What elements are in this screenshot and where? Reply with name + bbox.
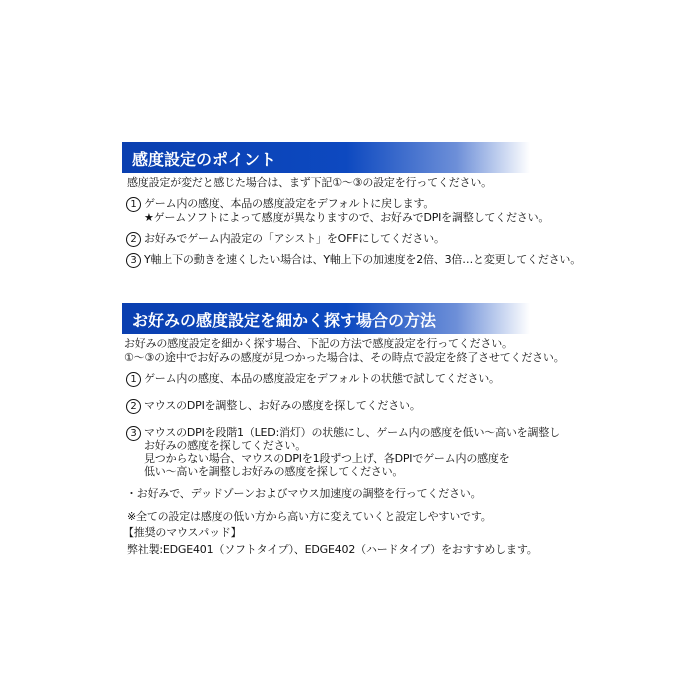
section2-item3-line2: お好みの感度を探してください。 bbox=[144, 439, 306, 452]
section1-item1-line1: ゲーム内の感度、本品の感度設定をデフォルトに戻します。 bbox=[144, 197, 435, 210]
section1-item1-line2: ★ゲームソフトによって感度が異なりますので、お好みでDPIを調整してください。 bbox=[144, 211, 550, 224]
recommend-text: 弊社製:EDGE401（ソフトタイプ）、EDGE402（ハードタイプ）をおすすめします。 bbox=[127, 543, 538, 556]
section1-item2-line1: お好みでゲーム内設定の「アシスト」をOFFにしてください。 bbox=[144, 232, 445, 245]
section2-heading-bar bbox=[122, 303, 530, 334]
item-number-3: 3 bbox=[126, 253, 141, 268]
section2-item2-line1: マウスのDPIを調整し、お好みの感度を探してください。 bbox=[144, 399, 421, 412]
item-number-2: 2 bbox=[126, 399, 141, 414]
section2-intro-line1: お好みの感度設定を細かく探す場合、下記の方法で感度設定を行ってください。 bbox=[124, 337, 513, 350]
section2-item3-line4: 低い～高いを調整しお好みの感度を探してください。 bbox=[144, 465, 404, 478]
section1-heading: 感度設定のポイント bbox=[132, 150, 277, 169]
section2-intro-line2: ①～③の途中でお好みの感度が見つかった場合は、その時点で設定を終了させてください。 bbox=[124, 351, 565, 364]
section2-item3-line3: 見つからない場合、マウスのDPIを1段ずつ上げ、各DPIでゲーム内の感度を bbox=[144, 452, 510, 465]
section2-item1-line1: ゲーム内の感度、本品の感度設定をデフォルトの状態で試してください。 bbox=[144, 372, 500, 385]
section2-heading: お好みの感度設定を細かく探す場合の方法 bbox=[132, 311, 437, 330]
section2-item3-line1: マウスのDPIを段階1（LED:消灯）の状態にし、ゲーム内の感度を低い～高いを調整し bbox=[144, 426, 560, 439]
section2-note: ※全ての設定は感度の低い方から高い方に変えていくと設定しやすいです。 bbox=[127, 510, 492, 523]
item-number-2: 2 bbox=[126, 232, 141, 247]
section1-heading-bar bbox=[122, 142, 530, 173]
item-number-1: 1 bbox=[126, 372, 141, 387]
item-number-1: 1 bbox=[126, 197, 141, 212]
section1-intro: 感度設定が変だと感じた場合は、まず下記①～③の設定を行ってください。 bbox=[127, 176, 492, 189]
section1-item3-line1: Y軸上下の動きを速くしたい場合は、Y軸上下の加速度を2倍、3倍…と変更してください。 bbox=[144, 253, 582, 266]
item-number-3: 3 bbox=[126, 426, 141, 441]
recommend-title: 【推奨のマウスパッド】 bbox=[123, 526, 242, 539]
section2-bullet: ・お好みで、デッドゾーンおよびマウス加速度の調整を行ってください。 bbox=[126, 487, 482, 500]
